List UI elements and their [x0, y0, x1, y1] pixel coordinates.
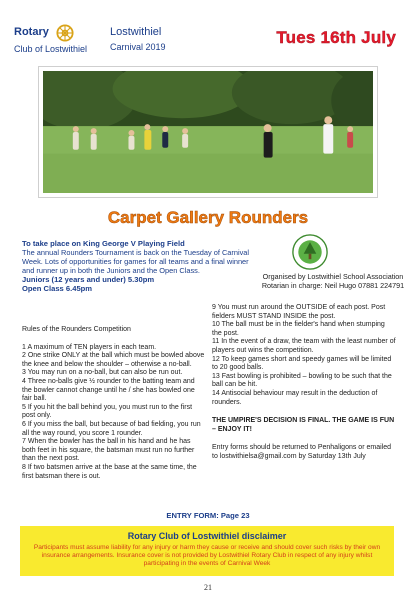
rotary-wordmark: Rotary — [14, 26, 49, 38]
rules-heading: Rules of the Rounders Competition — [22, 326, 131, 333]
school-association-logo — [292, 234, 328, 270]
rule-item: 9 You must run around the OUTSIDE of each post. Post fielders MUST STAND INSIDE the post. — [212, 304, 386, 320]
rule-item: 13 Fast bowling is prohibited – bowling to be such that the ball can be hit. — [212, 372, 392, 389]
lostwithiel-label: Lostwithiel — [110, 26, 162, 38]
entry-form-reference: ENTRY FORM: Page 23 — [166, 511, 250, 520]
entry-instructions: Entry forms should be returned to Penhaligons or emailed to lostwithielsa@gmail.com by Saturday 13th July — [212, 444, 391, 460]
disclaimer-text: Participants must assume liability for any injury or harm they cause or receive and should cover such risks by their own insurance arrangements. Insurance cover is not provided by Lostwithiel Rotary Club in respect of any injury whilst participating in the events of Carnival Week — [33, 544, 381, 568]
rule-item: 8 If two batsmen arrive at the base at the same time, the first batsman there is out. — [22, 463, 197, 480]
event-photo — [38, 66, 378, 198]
rule-item: 11 In the event of a draw, the team with the least number of players out wins the competition. — [212, 338, 396, 354]
disclaimer-box — [20, 526, 394, 576]
rotary-club-name: Club of Lostwithiel — [14, 44, 88, 54]
rule-item: 14 Antisocial behaviour may result in the deduction of rounders. — [212, 389, 378, 406]
rule-item: 1 A maximum of TEN players in each team. — [22, 343, 157, 351]
rules-column-left — [22, 326, 206, 481]
rule-item: 5 If you hit the ball behind you, you must run to the first post only. — [22, 403, 193, 420]
section-title: Carpet Gallery Rounders — [107, 208, 309, 227]
rotarian-in-charge: Rotarian in charge: Neil Hugo 07881 224791 — [261, 281, 405, 290]
rule-item: 7 When the bowler has the ball in his hand and he has both feet in his square, the batsman must run no further than the next post. — [22, 438, 195, 463]
event-date: Tues 16th July — [276, 28, 396, 47]
rule-item: 2 One strike ONLY at the ball which must be bowled above the knee and below the shoulder – otherwise a no-ball. — [22, 352, 205, 368]
rule-item: 10 The ball must be in the fielder's hand when stumping the post. — [212, 321, 385, 337]
umpire-notice: THE UMPIRE'S DECISION IS FINAL. THE GAME IS FUN – ENJOY IT! — [212, 417, 395, 433]
venue-text: To take place on King George V Playing Field — [22, 239, 185, 248]
rule-item: 4 Three no-balls give ½ rounder to the batting team and the bowler cannot change until he / she has bowled one fair ball. — [22, 377, 195, 403]
rule-item: 6 If you miss the ball, but because of bad fielding, you run all the way round, you score 1 rounder. — [22, 420, 201, 437]
juniors-time: Juniors (12 years and under) 5.30pm — [22, 275, 155, 284]
intro-block — [22, 239, 250, 293]
rule-item: 12 To keep games short and speedy games will be limited to 20 good balls. — [212, 355, 392, 372]
organiser-block — [258, 272, 408, 290]
rounders-photo — [43, 71, 373, 193]
organiser-line: Organised by Lostwithiel School Association — [262, 272, 404, 281]
page-number: 21 — [204, 583, 212, 592]
rule-item: 3 You may run on a no-ball, but can also be run out. — [22, 369, 183, 377]
carnival-label: Carnival 2019 — [110, 42, 166, 52]
open-class-time: Open Class 6.45pm — [22, 284, 93, 293]
intro-description: The annual Rounders Tournament is back on the Tuesday of Carnival Week. Lots of opportunities for games for all teams and a final winner and runner up in both the Juniors and the Open Class. — [22, 248, 250, 275]
rotary-wheel-icon — [56, 24, 74, 42]
rules-column-right — [212, 304, 396, 462]
header — [14, 24, 404, 60]
disclaimer-title: Rotary Club of Lostwithiel disclaimer — [127, 531, 287, 541]
